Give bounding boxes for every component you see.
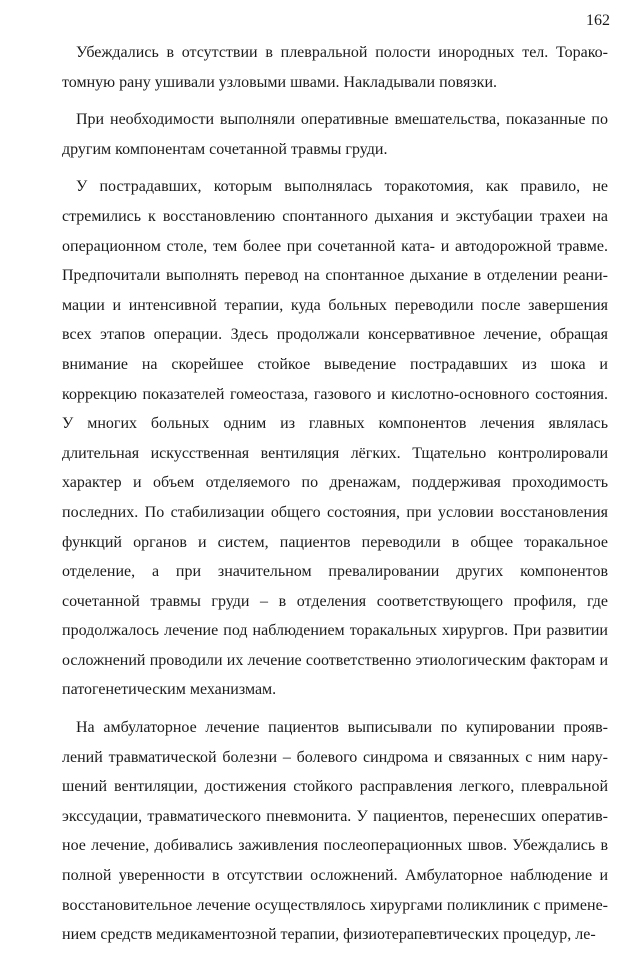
paragraph: Убеждались в отсутствии в плевральной полости инородных тел. Торакотомную рану ушивали узловыми швами. Накладывали повязки. xyxy=(62,44,608,91)
page-number: 162 xyxy=(586,12,610,29)
paragraph: У пострадавших, которым выполнялась торакотомия, как правило, не стремились к восстановлению спонтанного дыхания и экстубации трахеи на операционном столе, тем более при сочетанной ката- и автодорожной травме. Предпочитали выполнять перевод на спонтанное дыхание в отделении реанимации и интенсивной терапии, куда больных переводили после завершения всех этапов операции. Здесь продолжали консервативное лечение, обращая внимание на скорейшее стойкое выведение пострадавших из шока и коррекцию показателей гомеостаза, газового и кислотно-основного состояния. У многих больных одним из главных компонентов лечения являлась длительная искусственная вентиляция лёгких. Тщательно контролировали характер и объем отделяемого по дренажам, поддерживая проходимость последних. По стабилизации общего состояния, при условии восстановления функций органов и систем, пациентов переводили в общее торакальное отделение, а при значительном превалировании других компонентов сочетанной травмы груди – в отделения соответствующего профиля, где продолжалось лечение под наблюдением торакальных хирургов. При развитии осложнений проводили их лечение соответственно этиологическим факторам и патогенетическим механизмам. xyxy=(62,178,608,699)
paragraph: При необходимости выполняли оперативные вмешательства, показанные по другим компонентам сочетанной травмы груди. xyxy=(62,111,608,158)
paragraph: На амбулаторное лечение пациентов выписывали по купировании проявлений травматической болезни – болевого синдрома и связанных с ним нарушений вентиляции, достижения стойкого расправления легкого, плевральной экссудации, травматического пневмонита. У пациентов, перенесших оперативное лечение, добивались заживления послеоперационных швов. Убеждались в полной уверенности в отсутствии осложнений. Амбулаторное наблюдение и восстановительное лечение осуществлялось хирургами поликлиник с применением средств медикаментозной терапии, физиотерапевтических процедур, ле- xyxy=(62,719,608,944)
document-body xyxy=(62,38,608,958)
